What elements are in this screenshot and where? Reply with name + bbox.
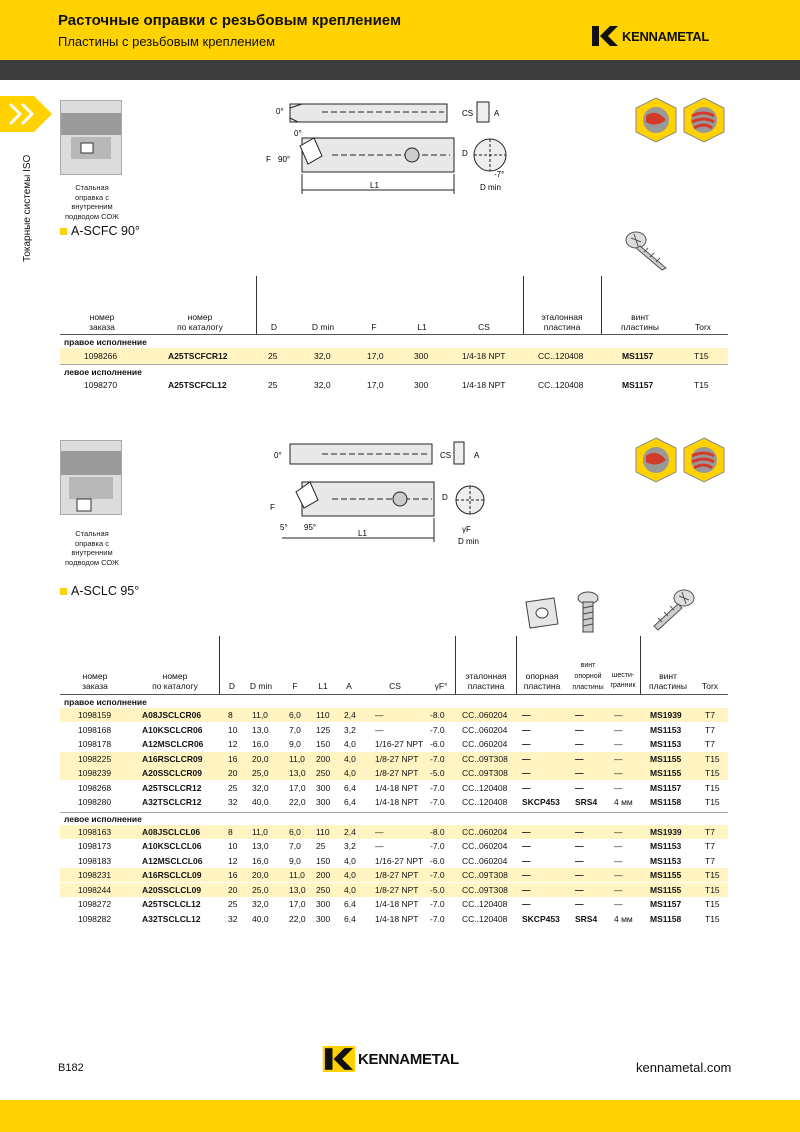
svg-text:A: A (494, 109, 500, 118)
cell-d: 32 (228, 797, 238, 807)
cell-f: 7,0 (289, 724, 301, 735)
footer-logo (322, 1046, 459, 1072)
svg-text:F: F (270, 503, 275, 512)
col-dmin: D min (311, 322, 335, 332)
group-right: правое исполнение (64, 337, 147, 347)
svg-text:F: F (266, 155, 271, 164)
cell-catalog: A12MSCLCL06 (142, 855, 203, 866)
cell-d: 16 (228, 870, 238, 880)
cell-insert: CC..060204 (462, 739, 508, 749)
cell-a: 4,0 (344, 884, 356, 895)
cell-insert: CC..060204 (462, 841, 508, 851)
cell-catalog: A16RSCLCR09 (142, 753, 203, 764)
svg-text:A: A (474, 451, 480, 460)
caption-2: Стальная оправка с внутренним подводом СОЖ (65, 529, 119, 567)
cell-dmin: 20,0 (252, 753, 269, 764)
cell-insert: CC..120408 (462, 913, 508, 924)
cell-insert: CC..060204 (462, 826, 508, 837)
col2-l1: L1 (318, 681, 328, 691)
cell-order: 1098168 (78, 724, 112, 735)
svg-text:CS: CS (440, 451, 452, 460)
cell-screw: MS1939 (650, 826, 682, 837)
cell-order: 1098272 (78, 899, 112, 909)
group-left: левое исполнение (64, 367, 142, 377)
cell-a: 4,0 (344, 768, 356, 778)
cell-dmin: 11,0 (252, 826, 268, 837)
cell-a: 2,4 (344, 710, 356, 720)
cell-d: 10 (228, 841, 238, 851)
cell-f: 11,0 (289, 870, 305, 880)
cell-dmin: 40,0 (252, 797, 269, 807)
cell-yf: -5.0 (430, 768, 445, 778)
col2-torx: Torx (701, 681, 719, 691)
cell-f: 9,0 (289, 855, 301, 866)
cell-catalog: A12MSCLCR06 (142, 739, 204, 749)
cell-dmin: 13,0 (252, 841, 269, 851)
svg-text:D min: D min (480, 183, 501, 192)
cell-torx: T7 (705, 724, 715, 735)
cell-cs: 1/4-18 NPT (375, 899, 419, 909)
cell-order: 1098282 (78, 913, 112, 924)
svg-text:0°: 0° (274, 451, 282, 460)
cell-cs: 1/8-27 NPT (375, 753, 419, 764)
cell-shimscrew: — (575, 782, 584, 793)
cell-hex: — (614, 724, 623, 735)
cell-a: 3,2 (344, 724, 356, 735)
cell-shim: SKCP453 (522, 913, 560, 924)
cell-shimscrew: SRS4 (575, 797, 598, 807)
cell-order: 1098159 (78, 710, 112, 720)
cell-shimscrew: — (575, 899, 584, 909)
cell-l1: 250 (316, 884, 331, 895)
cell-shim: — (522, 899, 531, 909)
cell-dmin: 25,0 (252, 884, 269, 895)
cell-order: 1098231 (78, 870, 112, 880)
cell-screw: MS1153 (650, 841, 682, 851)
col2-order: номер заказа (82, 671, 108, 691)
col2-catalog: номер по каталогу (152, 671, 198, 691)
cell-l1: 25 (316, 841, 326, 851)
application-icons-1 (634, 96, 726, 144)
cell-a: 6,4 (344, 797, 356, 807)
cell-a: 6,4 (344, 913, 356, 924)
cell-screw: MS1153 (650, 739, 682, 749)
cell-l1: 300 (316, 913, 331, 924)
cell-d: 8 (228, 710, 233, 720)
kennametal-k-icon (590, 24, 620, 48)
cell-dmin: 13,0 (252, 724, 269, 735)
cell-hex: — (614, 753, 623, 764)
cell-shimscrew: — (575, 753, 584, 764)
cell-order: 1098183 (78, 855, 112, 866)
cell-screw: MS1158 (650, 913, 682, 924)
cell-dmin: 32,0 (252, 899, 269, 909)
cell-d: 8 (228, 826, 233, 837)
cell-hex: — (614, 899, 623, 909)
col-insert: эталонная пластина (541, 312, 583, 332)
cell-cs: 1/8-27 NPT (375, 768, 419, 778)
cell-insert: CC..060204 (462, 710, 508, 720)
cell-order: 1098225 (78, 753, 112, 764)
cell-order: 1098173 (78, 841, 112, 851)
svg-text:5°: 5° (280, 523, 288, 532)
cell-yf: -8.0 (430, 710, 445, 720)
cell-insert: CC..120408 (462, 797, 508, 807)
cell-yf: -7.0 (430, 913, 445, 924)
cell-screw: MS1155 (650, 753, 682, 764)
cell-shimscrew: — (575, 768, 584, 778)
cell-a: 2,4 (344, 826, 356, 837)
cell-cs: — (375, 724, 384, 735)
shim-screw-icon (576, 590, 600, 636)
kennametal-k-icon (322, 1046, 356, 1072)
cell-f: 22,0 (289, 913, 306, 924)
shim-plate-icon (520, 596, 560, 632)
cell-cs: 1/16-27 NPT (375, 855, 424, 866)
cell-yf: -5.0 (430, 884, 445, 895)
cell-d: 10 (228, 724, 238, 735)
cell-yf: -7.0 (430, 753, 445, 764)
cell-torx: T15 (705, 899, 720, 909)
cell-d: 32 (228, 913, 238, 924)
cell-a: 6,4 (344, 899, 356, 909)
col-f: F (371, 322, 377, 332)
cell-shim: SKCP453 (522, 797, 560, 807)
cell-a: 6,4 (344, 782, 356, 793)
cell-d: 16 (228, 753, 238, 764)
page-title: Расточные оправки с резьбовым креплением (58, 12, 402, 29)
col2-dmin: D min (249, 681, 273, 691)
cell-f: 13,0 (289, 884, 306, 895)
svg-text:D min: D min (458, 537, 479, 546)
cell-l1: 110 (316, 826, 330, 837)
cell-torx: T15 (705, 797, 720, 807)
cell-f: 9,0 (289, 739, 301, 749)
cell-catalog: A08JSCLCR06 (142, 710, 202, 720)
cell-screw: MS1158 (650, 797, 682, 807)
cell-insert: CC..09T308 (462, 884, 508, 895)
cell-catalog: A20SSCLCL09 (142, 884, 202, 895)
cell-screw: MS1155 (650, 870, 682, 880)
cell-catalog: A10KSCLCR06 (142, 724, 203, 735)
cell-l1: 150 (316, 739, 331, 749)
cell-screw: MS1153 (650, 855, 682, 866)
cell-f: 7,0 (289, 841, 301, 851)
col2-f: F (292, 681, 298, 691)
cell-d: 25 (228, 899, 238, 909)
col2-d: D (228, 681, 236, 691)
svg-text:CS: CS (462, 109, 474, 118)
section-title-scfc: A-SCFC 90° (60, 224, 140, 238)
cell-cs: 1/16-27 NPT (375, 739, 424, 749)
cell-catalog: A25TSCLCL12 (142, 899, 201, 909)
cell-dmin: 20,0 (252, 870, 269, 880)
cell-torx: T15 (705, 753, 720, 764)
cell-cs: 1/4-18 NPT (375, 782, 419, 793)
cell-shimscrew: — (575, 710, 584, 720)
tool-drawing-sclc (262, 438, 502, 550)
cell-catalog: A32TSCLCL12 (142, 913, 201, 924)
cell-shim: — (522, 826, 531, 837)
cell-yf: -6.0 (430, 739, 445, 749)
cell-cs: 1/4-18 NPT (375, 797, 419, 807)
cell-l1: 110 (316, 710, 330, 720)
col2-a: A (346, 681, 352, 691)
cell-d: 20 (228, 768, 238, 778)
cell-yf: -7.0 (430, 841, 445, 851)
col-torx: Torx (694, 322, 712, 332)
application-icons-2 (634, 436, 726, 484)
svg-text:-7°: -7° (494, 170, 505, 179)
col2-hex: шести- гранник (610, 672, 636, 689)
cell-cs: — (375, 841, 384, 851)
col-cs: CS (478, 322, 490, 332)
col-catalog: номер по каталогу (177, 312, 223, 332)
cell-shim: — (522, 710, 531, 720)
cell-insert: CC..120408 (462, 899, 508, 909)
svg-text:90°: 90° (278, 155, 291, 164)
cell-shim: — (522, 768, 531, 778)
group-right: правое исполнение (64, 697, 147, 707)
cell-catalog: A10KSCLCL06 (142, 841, 202, 851)
svg-text:0°: 0° (294, 129, 302, 138)
cell-cs: 1/4-18 NPT (375, 913, 419, 924)
cell-torx: T7 (705, 710, 715, 720)
cell-insert: CC..09T308 (462, 753, 508, 764)
svg-text:γF: γF (462, 525, 471, 534)
cell-f: 6,0 (289, 826, 301, 837)
cell-a: 4,0 (344, 870, 356, 880)
cell-a: 4,0 (344, 855, 356, 866)
cell-screw: MS1153 (650, 724, 682, 735)
insert-screw-icon-2 (648, 586, 698, 632)
cell-d: 12 (228, 855, 238, 866)
cell-shim: — (522, 724, 531, 735)
cell-yf: -7.0 (430, 782, 445, 793)
col2-shim: опорная пластина (523, 671, 561, 691)
col2-yf: γF° (434, 681, 448, 691)
cell-l1: 300 (316, 899, 331, 909)
cell-l1: 125 (316, 724, 331, 735)
cell-screw: MS1155 (650, 884, 682, 895)
svg-text:D: D (462, 149, 468, 158)
cell-hex: — (614, 826, 623, 837)
cell-shimscrew: — (575, 855, 584, 866)
cell-screw: MS1939 (650, 710, 682, 720)
cell-shimscrew: — (575, 884, 584, 895)
cell-catalog: A20SSCLCR09 (142, 768, 202, 778)
cell-order: 1098178 (78, 739, 112, 749)
tool-drawing-scfc (262, 98, 522, 198)
cell-dmin: 40,0 (252, 913, 269, 924)
cell-torx: T15 (705, 870, 720, 880)
cell-f: 6,0 (289, 710, 301, 720)
cell-a: 4,0 (344, 753, 356, 764)
cell-catalog: A25TSCLCR12 (142, 782, 202, 793)
cell-shim: — (522, 753, 531, 764)
cell-a: 4,0 (344, 739, 356, 749)
cell-order: 1098280 (78, 797, 112, 807)
tool-photo-2 (60, 440, 122, 515)
col-order: номер заказа (89, 312, 115, 332)
col-l1: L1 (417, 322, 427, 332)
col-d: D (270, 322, 278, 332)
cell-shimscrew: — (575, 739, 584, 749)
cell-shim: — (522, 870, 531, 880)
page-number: B182 (58, 1062, 84, 1074)
cell-screw: MS1157 (650, 782, 682, 793)
cell-hex: — (614, 768, 623, 778)
side-label: Токарные системы ISO (22, 154, 33, 262)
section-title-sclc: A-SCLC 95° (60, 584, 139, 598)
page-subtitle: Пластины с резьбовым креплением (58, 34, 276, 49)
cell-shim: — (522, 739, 531, 749)
cell-d: 20 (228, 884, 238, 895)
insert-screw-icon (622, 226, 678, 272)
cell-l1: 200 (316, 870, 331, 880)
cell-f: 17,0 (289, 782, 306, 793)
cell-catalog: A08JSCLCL06 (142, 826, 201, 837)
cell-hex: 4 мм (614, 913, 633, 924)
cell-yf: -7.0 (430, 797, 445, 807)
cell-yf: -8.0 (430, 826, 445, 837)
cell-torx: T15 (705, 913, 720, 924)
cell-screw: MS1155 (650, 768, 682, 778)
svg-text:0°: 0° (276, 107, 284, 116)
cell-catalog: A16RSCLCL09 (142, 870, 202, 880)
col2-screw: винт пластины (649, 671, 687, 691)
cell-order: 1098239 (78, 768, 112, 778)
cell-d: 25 (228, 782, 238, 793)
cell-hex: — (614, 710, 623, 720)
cell-l1: 300 (316, 782, 331, 793)
cell-insert: CC..060204 (462, 724, 508, 735)
cell-shimscrew: — (575, 724, 584, 735)
cell-order: 1098268 (78, 782, 112, 793)
cell-hex: 4 мм (614, 797, 633, 807)
cell-l1: 150 (316, 855, 331, 866)
cell-l1: 250 (316, 768, 331, 778)
cell-torx: T15 (705, 768, 720, 778)
cell-shim: — (522, 782, 531, 793)
cell-hex: — (614, 841, 623, 851)
cell-torx: T15 (705, 782, 720, 793)
caption-1: Стальная оправка с внутренним подводом СОЖ (65, 183, 119, 221)
svg-text:D: D (442, 493, 448, 502)
cell-cs: 1/8-27 NPT (375, 884, 419, 895)
website-link[interactable]: kennametal.com (636, 1060, 732, 1075)
cell-shim: — (522, 841, 531, 851)
cell-a: 3,2 (344, 841, 356, 851)
cell-dmin: 32,0 (252, 782, 269, 793)
col2-insert: эталонная пластина (465, 671, 507, 691)
cell-f: 11,0 (289, 753, 305, 764)
cell-f: 22,0 (289, 797, 306, 807)
cell-shimscrew: — (575, 841, 584, 851)
cell-f: 13,0 (289, 768, 306, 778)
cell-hex: — (614, 782, 623, 793)
cell-order: 1098244 (78, 884, 112, 895)
cell-cs: — (375, 826, 384, 837)
cell-shimscrew: SRS4 (575, 913, 598, 924)
cell-dmin: 11,0 (252, 710, 268, 720)
cell-f: 17,0 (289, 899, 306, 909)
cell-yf: -7.0 (430, 870, 445, 880)
tool-photo-1 (60, 100, 122, 175)
cell-hex: — (614, 855, 623, 866)
footer-band (0, 1100, 800, 1132)
cell-l1: 300 (316, 797, 331, 807)
page-header (0, 0, 800, 60)
cell-catalog: A32TSCLCR12 (142, 797, 202, 807)
cell-cs: — (375, 710, 384, 720)
cell-shimscrew: — (575, 870, 584, 880)
side-arrow-icon (0, 96, 52, 132)
col2-shimscrew: винт опорной пластины (572, 662, 604, 691)
cell-yf: -7.0 (430, 899, 445, 909)
cell-dmin: 16,0 (252, 739, 269, 749)
col-screw: винт пластины (621, 312, 659, 332)
cell-insert: CC..09T308 (462, 768, 508, 778)
col2-cs: CS (389, 681, 401, 691)
cell-shim: — (522, 855, 531, 866)
cell-insert: CC..09T308 (462, 870, 508, 880)
cell-screw: MS1157 (650, 899, 682, 909)
cell-hex: — (614, 739, 623, 749)
brand-name: KENNAMETAL (622, 28, 710, 44)
cell-d: 12 (228, 739, 238, 749)
cell-hex: — (614, 870, 623, 880)
cell-torx: T7 (705, 826, 715, 837)
cell-insert: CC..120408 (462, 782, 508, 793)
brand-logo (590, 24, 709, 48)
cell-insert: CC..060204 (462, 855, 508, 866)
cell-l1: 200 (316, 753, 331, 764)
cell-order: 1098163 (78, 826, 112, 837)
cell-hex: — (614, 884, 623, 895)
svg-text:95°: 95° (304, 523, 317, 532)
header-band (0, 60, 800, 80)
cell-shim: — (522, 884, 531, 895)
svg-text:L1: L1 (370, 181, 379, 190)
group-left: левое исполнение (64, 813, 142, 824)
footer-brand: KENNAMETAL (358, 1050, 459, 1068)
cell-dmin: 16,0 (252, 855, 269, 866)
cell-torx: T7 (705, 855, 715, 866)
cell-yf: -6.0 (430, 855, 445, 866)
cell-cs: 1/8-27 NPT (375, 870, 419, 880)
svg-text:L1: L1 (358, 529, 367, 538)
cell-torx: T7 (705, 739, 715, 749)
cell-torx: T7 (705, 841, 715, 851)
cell-yf: -7.0 (430, 724, 445, 735)
cell-torx: T15 (705, 884, 720, 895)
cell-shimscrew: — (575, 826, 584, 837)
cell-dmin: 25,0 (252, 768, 269, 778)
